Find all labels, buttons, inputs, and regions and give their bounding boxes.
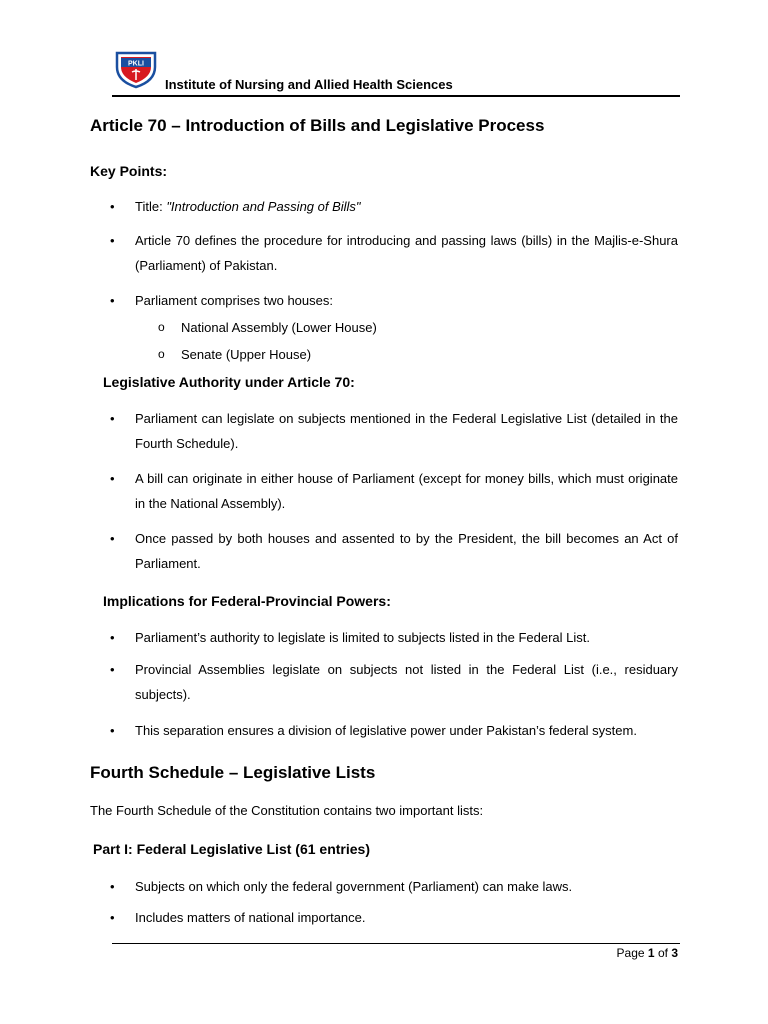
bullet-icon: • <box>110 630 115 645</box>
part1-heading: Part I: Federal Legislative List (61 entries) <box>93 841 370 857</box>
bullet-icon: • <box>110 293 115 308</box>
bullet-icon: • <box>110 879 115 894</box>
bullet-icon: • <box>110 411 115 426</box>
bullet-icon: • <box>110 723 115 738</box>
implication-item: This separation ensures a division of legislative power under Pakistan’s federal system. <box>135 723 637 738</box>
header-divider <box>112 95 680 97</box>
key-points-heading: Key Points: <box>90 163 168 179</box>
bullet-icon: • <box>110 233 115 248</box>
key-point-title-emphasis: "Introduction and Passing of Bills" <box>166 199 361 214</box>
sub-bullet-icon: o <box>158 320 165 334</box>
page-current: 1 <box>647 946 655 960</box>
page-of: of <box>657 946 668 960</box>
key-point-houses: Parliament comprises two houses: <box>135 293 333 308</box>
bullet-icon: • <box>110 910 115 925</box>
authority-item: Once passed by both houses and assented to by the President, the bill becomes an Act of Parliament. <box>135 531 678 571</box>
authority-item: A bill can originate in either house of Parliament (except for money bills, which must originate in the National Assembly). <box>135 471 678 511</box>
part1-item: Includes matters of national importance. <box>135 910 366 925</box>
page-label: Page <box>616 946 645 960</box>
fourth-schedule-heading: Fourth Schedule – Legislative Lists <box>90 763 376 782</box>
house-senate: Senate (Upper House) <box>181 347 312 362</box>
sub-bullet-icon: o <box>158 347 165 361</box>
key-point-title <box>135 194 678 219</box>
page-title: Article 70 – Introduction of Bills and Legislative Process <box>90 116 545 135</box>
bullet-icon: • <box>110 531 115 546</box>
pkli-logo <box>113 49 159 89</box>
bullet-icon: • <box>110 199 115 214</box>
fourth-schedule-intro: The Fourth Schedule of the Constitution contains two important lists: <box>90 803 484 818</box>
page-total: 3 <box>671 946 678 960</box>
key-point-definition: Article 70 defines the procedure for introducing and passing laws (bills) in the Majlis-e-Shura (Parliament) of Pakistan. <box>135 233 678 273</box>
bullet-icon: • <box>110 662 115 677</box>
implications-heading: Implications for Federal-Provincial Powers: <box>103 593 391 609</box>
page-number <box>617 946 678 960</box>
logo-text: PKLI <box>128 60 144 68</box>
house-national-assembly: National Assembly (Lower House) <box>181 320 377 335</box>
implication-item: Parliament’s authority to legislate is limited to subjects listed in the Federal List. <box>135 630 590 645</box>
key-point-title-prefix: Title: <box>135 199 167 214</box>
footer-divider <box>112 943 680 944</box>
legislative-authority-heading: Legislative Authority under Article 70: <box>103 374 355 390</box>
authority-item: Parliament can legislate on subjects mentioned in the Federal Legislative List (detailed in the Fourth Schedule). <box>135 411 678 451</box>
part1-item: Subjects on which only the federal government (Parliament) can make laws. <box>135 879 573 894</box>
implication-item: Provincial Assemblies legislate on subjects not listed in the Federal List (i.e., residuary subjects). <box>135 662 678 702</box>
institute-name: Institute of Nursing and Allied Health Sciences <box>165 77 453 92</box>
bullet-icon: • <box>110 471 115 486</box>
